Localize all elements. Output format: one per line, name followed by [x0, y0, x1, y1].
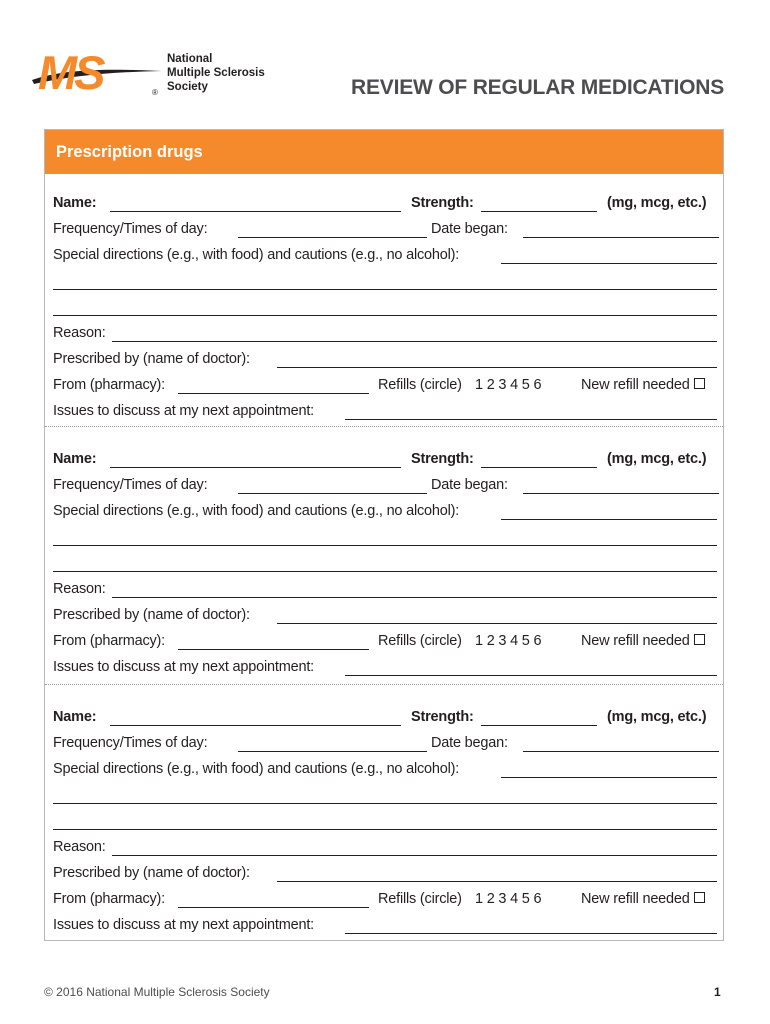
units-hint: (mg, mcg, etc.) [607, 195, 707, 211]
pharmacy-label: From (pharmacy): [53, 891, 166, 907]
reason-field[interactable] [112, 855, 717, 856]
refill-numbers[interactable]: 1 2 3 4 5 6 [475, 377, 542, 393]
issues-label: Issues to discuss at my next appointment: [53, 659, 314, 675]
new-refill-label: New refill needed [581, 891, 690, 907]
frequency-field[interactable] [238, 493, 427, 494]
strength-label: Strength: [411, 709, 474, 725]
prescribed-label: Prescribed by (name of doctor): [53, 351, 250, 367]
name-field[interactable] [110, 725, 401, 726]
special-row [53, 760, 717, 780]
new-refill [581, 376, 705, 394]
refills-label: Refills (circle) [378, 633, 462, 649]
reason-field[interactable] [112, 341, 717, 342]
special-field-line[interactable] [53, 545, 717, 546]
ms-logo [30, 48, 270, 104]
special-field-line[interactable] [53, 803, 717, 804]
frequency-field[interactable] [238, 237, 427, 238]
prescription-form [44, 129, 724, 941]
pharmacy-row [53, 376, 717, 396]
strength-label: Strength: [411, 451, 474, 467]
logo-organization-name [167, 52, 265, 94]
new-refill-label: New refill needed [581, 377, 690, 393]
special-field-line[interactable] [53, 571, 717, 572]
strength-field[interactable] [481, 725, 597, 726]
prescribed-field[interactable] [277, 881, 717, 882]
prescribed-row [53, 864, 717, 884]
date-label: Date began: [431, 477, 508, 493]
special-label: Special directions (e.g., with food) and cautions (e.g., no alcohol): [53, 247, 460, 263]
copyright: © 2016 National Multiple Sclerosis Society [44, 985, 270, 999]
name-label: Name: [53, 709, 97, 725]
special-field-line[interactable] [53, 829, 717, 830]
reason-label: Reason: [53, 581, 106, 597]
issues-row [53, 402, 717, 422]
org-line-3: Society [167, 81, 208, 93]
units-hint: (mg, mcg, etc.) [607, 451, 707, 467]
frequency-field[interactable] [238, 751, 427, 752]
date-field[interactable] [523, 237, 719, 238]
pharmacy-label: From (pharmacy): [53, 377, 166, 393]
name-row [53, 194, 717, 214]
name-label: Name: [53, 451, 97, 467]
name-field[interactable] [110, 467, 401, 468]
logo-ms-letters: MS [38, 46, 103, 99]
special-label: Special directions (e.g., with food) and cautions (e.g., no alcohol): [53, 761, 460, 777]
prescribed-field[interactable] [277, 623, 717, 624]
medication-record-1 [45, 174, 723, 432]
pharmacy-field[interactable] [178, 649, 369, 650]
new-refill-checkbox[interactable] [694, 378, 705, 389]
new-refill-label: New refill needed [581, 633, 690, 649]
refills-label: Refills (circle) [378, 377, 462, 393]
new-refill-checkbox[interactable] [694, 634, 705, 645]
frequency-row [53, 220, 717, 240]
frequency-row [53, 734, 717, 754]
reason-label: Reason: [53, 325, 106, 341]
special-continued-1 [53, 272, 717, 292]
reason-field[interactable] [112, 597, 717, 598]
pharmacy-label: From (pharmacy): [53, 633, 166, 649]
new-refill-checkbox[interactable] [694, 892, 705, 903]
name-row [53, 708, 717, 728]
prescribed-label: Prescribed by (name of doctor): [53, 865, 250, 881]
reason-row [53, 838, 717, 858]
org-line-1: National [167, 53, 213, 65]
page-title: REVIEW OF REGULAR MEDICATIONS [351, 76, 724, 99]
special-field[interactable] [501, 777, 717, 778]
name-field[interactable] [110, 211, 401, 212]
prescribed-row [53, 606, 717, 626]
new-refill [581, 890, 705, 908]
name-row [53, 450, 717, 470]
pharmacy-field[interactable] [178, 393, 369, 394]
date-label: Date began: [431, 735, 508, 751]
reason-label: Reason: [53, 839, 106, 855]
medication-record-2 [45, 426, 723, 684]
special-continued-2 [53, 554, 717, 574]
special-continued-2 [53, 812, 717, 832]
frequency-label: Frequency/Times of day: [53, 735, 208, 751]
special-row [53, 246, 717, 266]
special-row [53, 502, 717, 522]
org-line-2: Multiple Sclerosis [167, 67, 265, 79]
special-field[interactable] [501, 263, 717, 264]
reason-row [53, 580, 717, 600]
frequency-label: Frequency/Times of day: [53, 221, 208, 237]
section-header: Prescription drugs [45, 130, 723, 174]
date-field[interactable] [523, 751, 719, 752]
issues-label: Issues to discuss at my next appointment: [53, 917, 314, 933]
frequency-label: Frequency/Times of day: [53, 477, 208, 493]
date-field[interactable] [523, 493, 719, 494]
issues-row [53, 916, 717, 936]
frequency-row [53, 476, 717, 496]
issues-field[interactable] [345, 419, 717, 420]
page-number: 1 [714, 985, 721, 999]
new-refill [581, 632, 705, 650]
refill-numbers[interactable]: 1 2 3 4 5 6 [475, 633, 542, 649]
pharmacy-row [53, 890, 717, 910]
strength-label: Strength: [411, 195, 474, 211]
special-field-line[interactable] [53, 315, 717, 316]
strength-field[interactable] [481, 467, 597, 468]
special-field-line[interactable] [53, 289, 717, 290]
issues-field[interactable] [345, 933, 717, 934]
prescribed-field[interactable] [277, 367, 717, 368]
date-label: Date began: [431, 221, 508, 237]
special-continued-2 [53, 298, 717, 318]
reason-row [53, 324, 717, 344]
prescribed-label: Prescribed by (name of doctor): [53, 607, 250, 623]
issues-label: Issues to discuss at my next appointment: [53, 403, 314, 419]
strength-field[interactable] [481, 211, 597, 212]
issues-row [53, 658, 717, 678]
registered-mark: ® [152, 88, 158, 97]
special-continued-1 [53, 786, 717, 806]
prescribed-row [53, 350, 717, 370]
refills-label: Refills (circle) [378, 891, 462, 907]
name-label: Name: [53, 195, 97, 211]
refill-numbers[interactable]: 1 2 3 4 5 6 [475, 891, 542, 907]
pharmacy-field[interactable] [178, 907, 369, 908]
medication-record-3 [45, 684, 723, 942]
pharmacy-row [53, 632, 717, 652]
special-field[interactable] [501, 519, 717, 520]
units-hint: (mg, mcg, etc.) [607, 709, 707, 725]
issues-field[interactable] [345, 675, 717, 676]
special-label: Special directions (e.g., with food) and cautions (e.g., no alcohol): [53, 503, 460, 519]
special-continued-1 [53, 528, 717, 548]
